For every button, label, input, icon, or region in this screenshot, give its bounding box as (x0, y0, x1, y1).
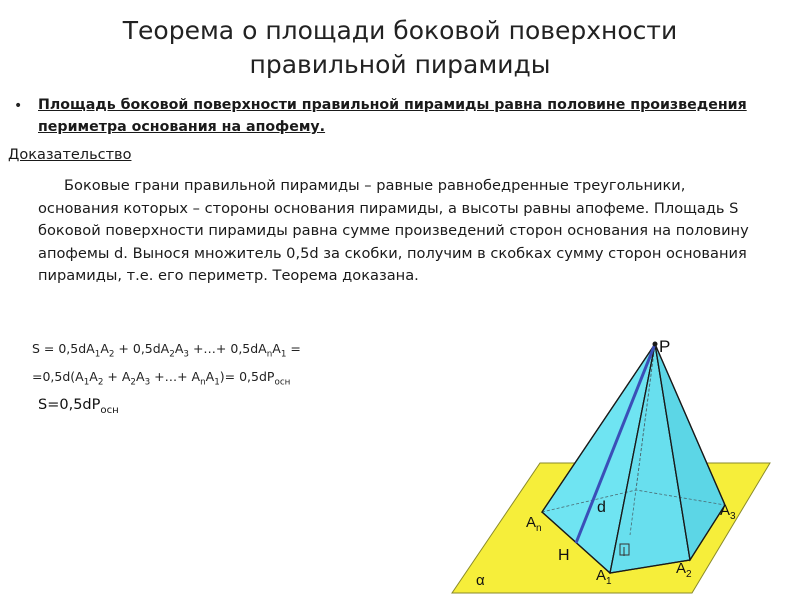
formula-result: $S=0,5dP_{осн}$ (38, 397, 119, 416)
bullet-dot-icon: • (14, 98, 23, 114)
title-line-1: Теорема о площади боковой поверхности (122, 16, 678, 45)
label-apex: P (659, 337, 671, 356)
formula-sum (32, 338, 301, 393)
proof-body (38, 175, 768, 288)
theorem-text: Площадь боковой поверхности правильной пирамиды равна половине произведения периметра основания на апофему. (38, 97, 747, 135)
theorem-statement (14, 94, 774, 138)
label-vertex-a3: $A_3$ (720, 502, 736, 522)
formula-line-2: $=0,5d(A_1A_2 + A_2A_3$ +…+ $A_nA_1)= 0,5dP_{осн}$ (32, 368, 291, 387)
label-foot: H (558, 547, 570, 564)
formula-line-1: $S = 0,5dA_1A_2 + 0,5dA_2A_3$ +…+ $0,5dA_nA_1$ = (32, 341, 301, 360)
pyramid-diagram (440, 330, 780, 600)
page-title (0, 14, 800, 82)
title-line-2: правильной пирамиды (249, 50, 551, 79)
apex-point (653, 342, 658, 347)
proof-text: Боковые грани правильной пирамиды – равные равнобедренные треугольники, основания которых – стороны основания пирамиды, а высоты равны апофеме. Площадь S боковой поверхности пирамиды равна сумме произведений сторон основания на половину апофемы d. Вынося множитель 0,5d за скобки, получим в скобках сумму сторон основания пирамиды, т.е. его периметр. Теорема доказана. (38, 177, 749, 284)
label-vertex-a2: $A_2$ (676, 560, 692, 580)
label-apothem: d (597, 499, 606, 516)
label-plane: α (476, 572, 485, 589)
label-vertex-an: $A_n$ (526, 514, 542, 534)
label-vertex-a1: $A_1$ (596, 567, 612, 587)
proof-label: Доказательство (8, 147, 132, 163)
